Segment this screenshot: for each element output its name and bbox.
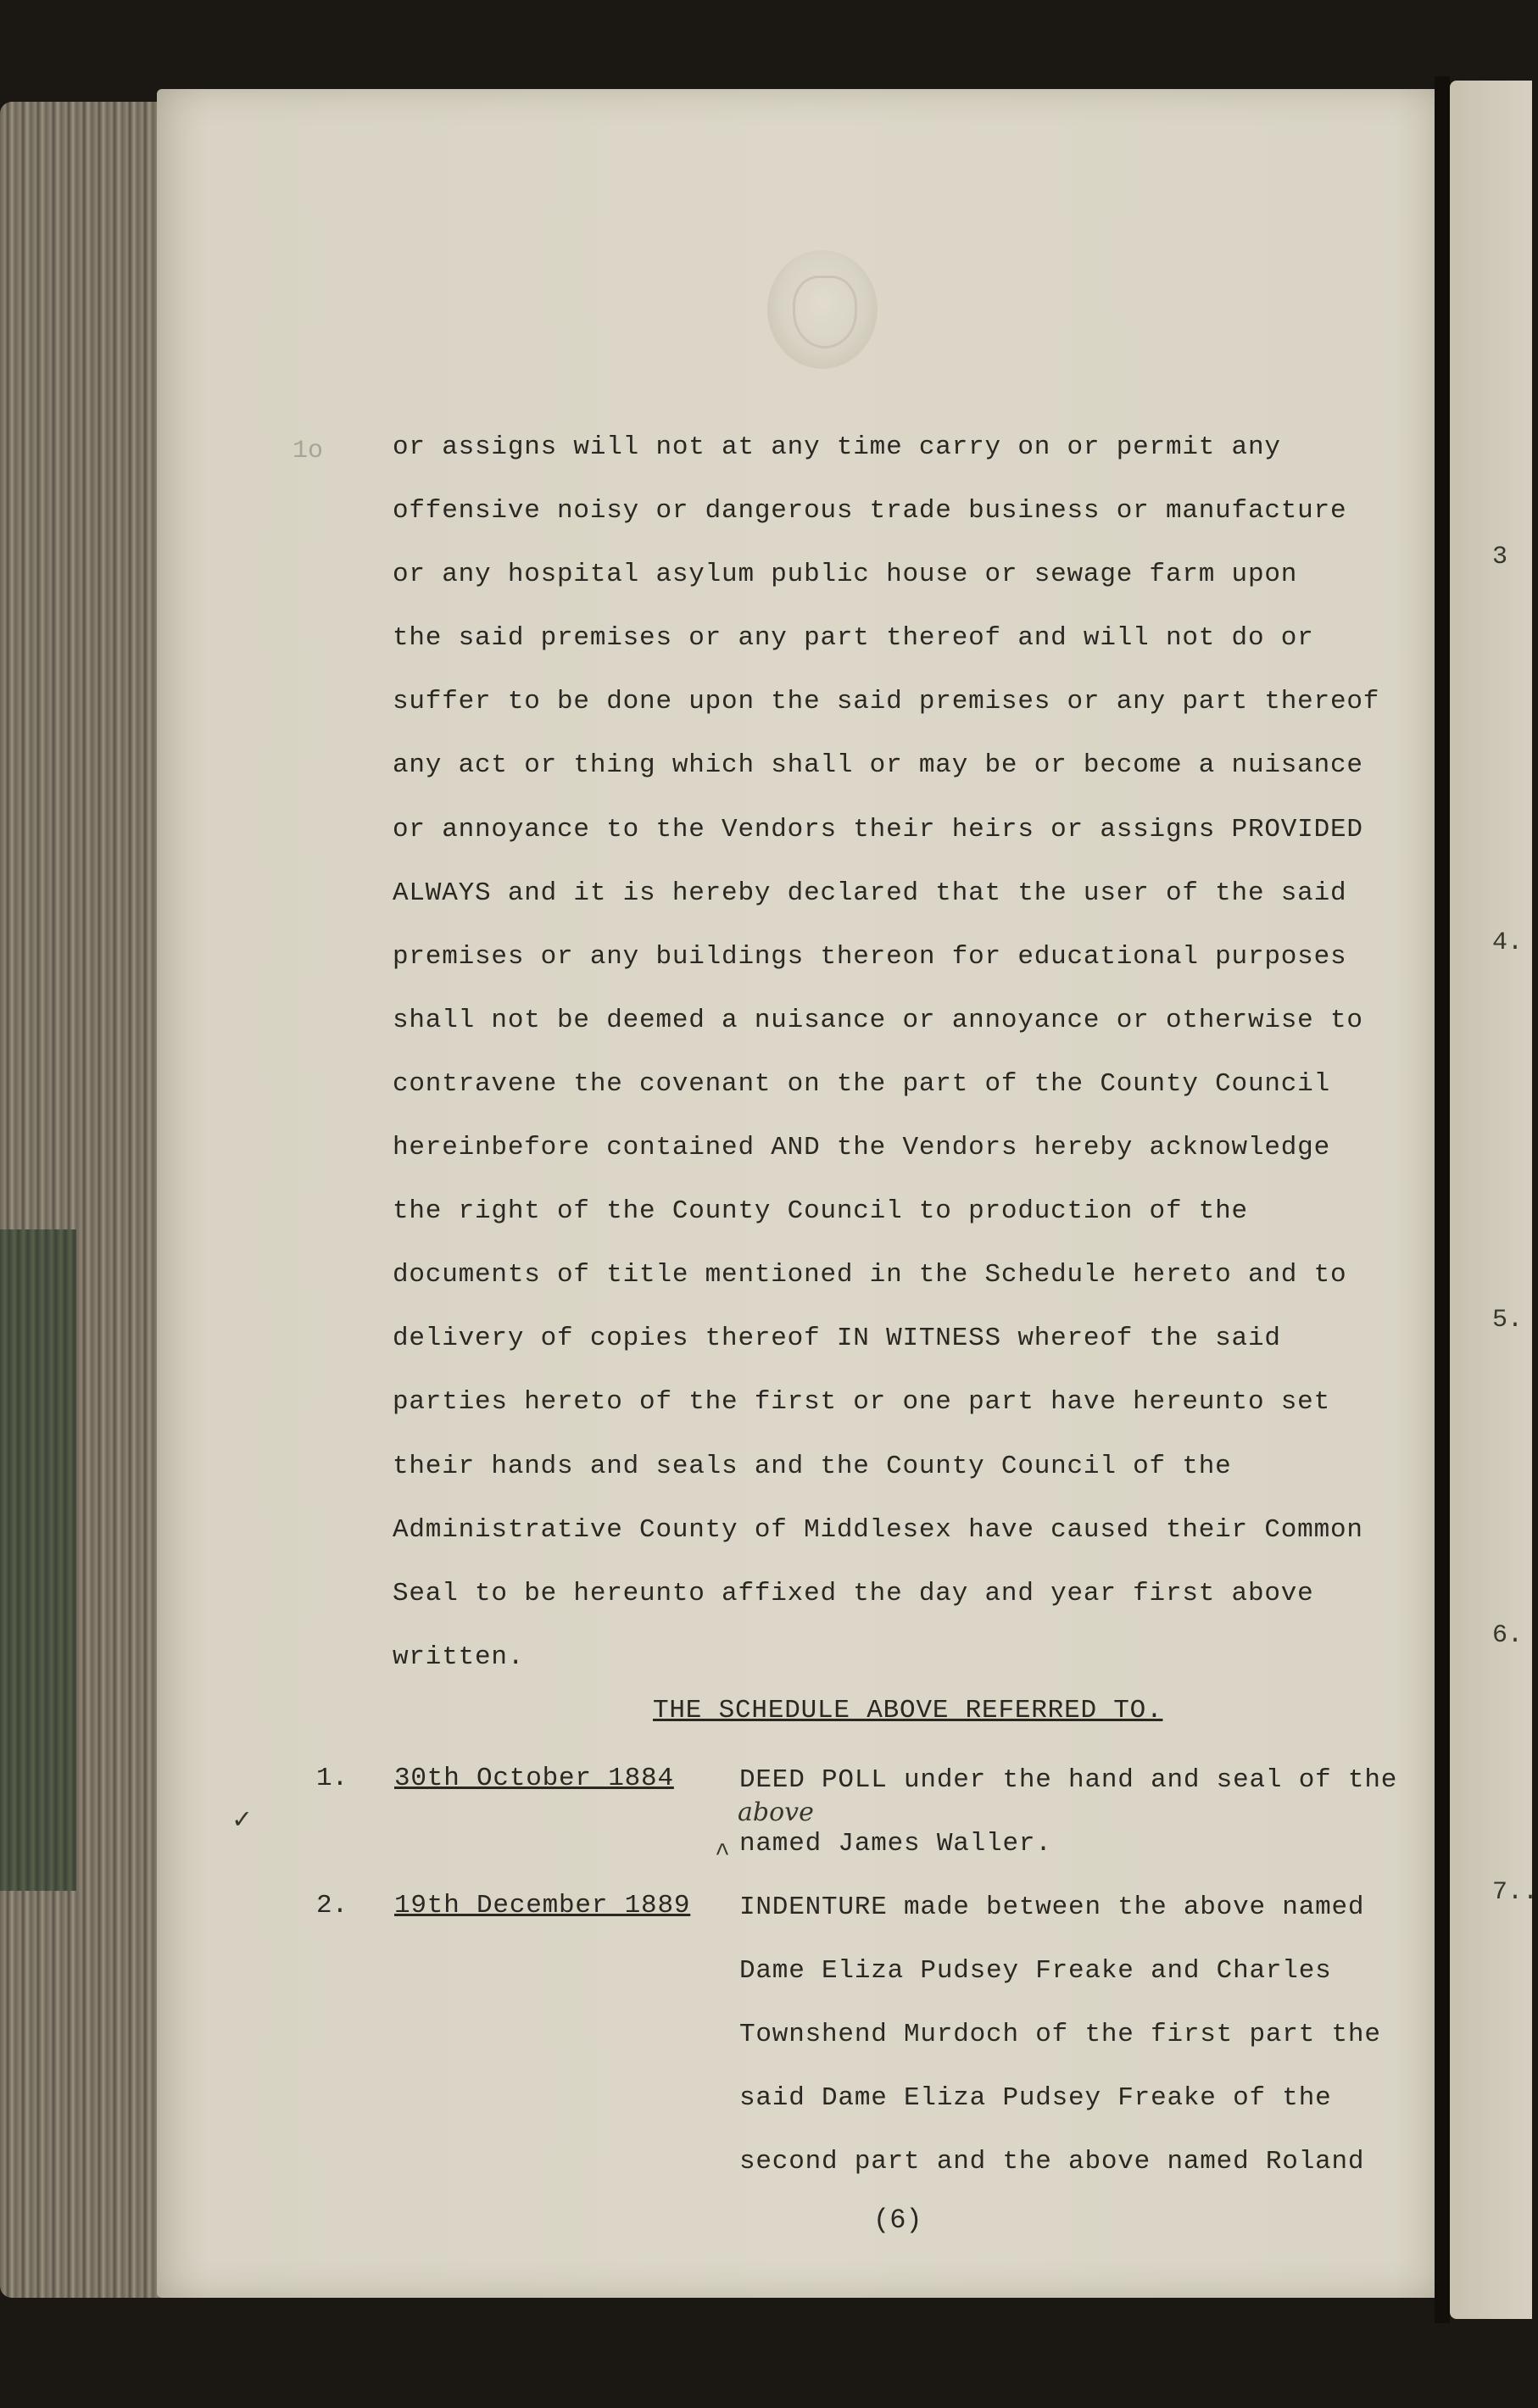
body-line: the right of the County Council to production of the — [393, 1196, 1248, 1227]
schedule-item-description — [739, 1748, 1418, 1876]
body-line: offensive noisy or dangerous trade business or manufacture — [393, 496, 1347, 527]
schedule-item-number: 2. — [316, 1891, 348, 1920]
body-line: or assigns will not at any time carry on or permit any — [393, 432, 1281, 462]
checkmark-icon: ✓ — [233, 1805, 251, 1837]
schedule-heading: THE SCHEDULE ABOVE REFERRED TO. — [653, 1696, 1163, 1725]
facing-page-edge — [1450, 81, 1532, 2319]
body-line: Seal to be hereunto affixed the day and year first above — [393, 1578, 1314, 1608]
bleed-through-text: 1o — [293, 437, 324, 465]
facing-page-number: 5. — [1492, 1306, 1524, 1335]
body-line: their hands and seals and the County Council of the — [393, 1451, 1232, 1481]
facing-page-number: 3 — [1492, 543, 1508, 571]
schedule-item-number: 1. — [316, 1764, 348, 1793]
body-line: hereinbefore contained AND the Vendors hereby acknowledge — [393, 1133, 1330, 1163]
embossed-royal-seal — [767, 250, 878, 369]
book-page-edges-tab — [0, 1229, 76, 1891]
body-line: any act or thing which shall or may be or become a nuisance — [393, 750, 1363, 781]
body-line: the said premises or any part thereof and will not do or — [393, 623, 1314, 654]
facing-page-number: 7.. — [1492, 1878, 1538, 1907]
schedule-item-date: 19th December 1889 — [394, 1891, 691, 1920]
facing-page-number: 6. — [1492, 1621, 1524, 1650]
book-gutter — [1435, 76, 1450, 2323]
body-line: shall not be deemed a nuisance or annoyance or otherwise to — [393, 1005, 1363, 1035]
body-line: or annoyance to the Vendors their heirs or assigns PROVIDED — [393, 814, 1363, 844]
body-line: premises or any buildings thereon for educational purposes — [393, 941, 1347, 972]
body-line: delivery of copies thereof IN WITNESS whereof the said — [393, 1324, 1281, 1354]
schedule-item-description — [739, 1876, 1418, 2193]
body-line: written. — [393, 1642, 525, 1672]
body-line: documents of title mentioned in the Schedule hereto and to — [393, 1260, 1347, 1290]
body-line: parties hereto of the first or one part have hereunto set — [393, 1387, 1330, 1418]
book-page-edges — [0, 102, 170, 2298]
facing-page-number: 4. — [1492, 928, 1524, 957]
body-line: Administrative County of Middlesex have caused their Common — [393, 1514, 1363, 1545]
body-line: suffer to be done upon the said premises or any part thereof — [393, 687, 1380, 717]
body-line: or any hospital asylum public house or sewage farm upon — [393, 560, 1298, 590]
schedule-line: named James Waller. — [739, 1829, 1052, 1859]
page-number: (6) — [873, 2205, 922, 2236]
schedule-item-date: 30th October 1884 — [394, 1764, 674, 1793]
schedule-line: Dame Eliza Pudsey Freake and Charles — [739, 1956, 1332, 1987]
body-line: ALWAYS and it is hereby declared that the user of the said — [393, 878, 1347, 908]
schedule-line: Townshend Murdoch of the first part the — [739, 2020, 1381, 2050]
insertion-caret-icon: ^ — [715, 1840, 731, 1869]
schedule-line: DEED POLL under the hand and seal of the — [739, 1765, 1398, 1795]
schedule-line: second part and the above named Roland — [739, 2147, 1365, 2177]
deed-body-text — [393, 415, 1410, 1689]
handwritten-insertion: above — [738, 1798, 814, 1827]
schedule-line: INDENTURE made between the above named — [739, 1892, 1365, 1922]
schedule-line: said Dame Eliza Pudsey Freake of the — [739, 2083, 1332, 2114]
body-line: contravene the covenant on the part of the County Council — [393, 1068, 1330, 1099]
